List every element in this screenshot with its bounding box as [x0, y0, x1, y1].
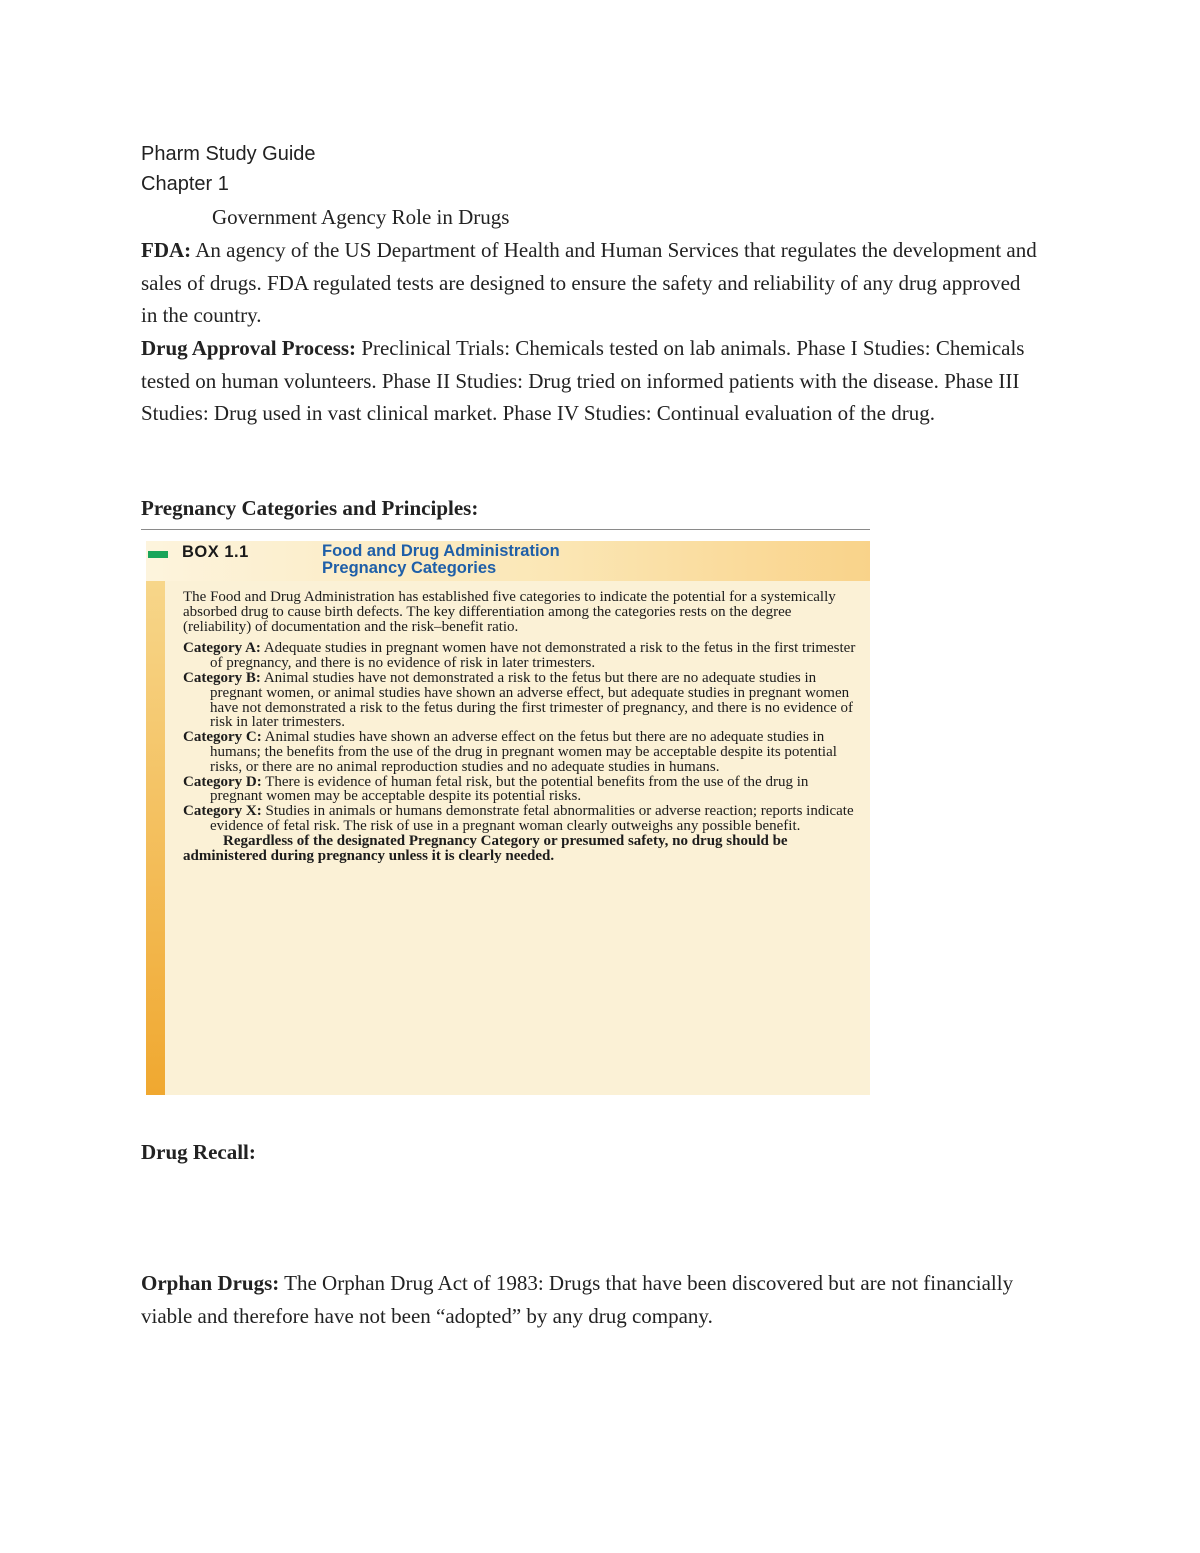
box-title-line1: Food and Drug Administration — [322, 542, 560, 560]
category-b-label: Category B: — [183, 669, 261, 686]
orphan-text: The Orphan Drug Act of 1983: Drugs that have been discovered but are not financially viable and therefore have not been “adopted” by any drug company. — [141, 1271, 1014, 1328]
box-body — [183, 590, 859, 863]
box-side-bar — [146, 581, 165, 1095]
horizontal-rule — [141, 529, 870, 530]
category-d — [183, 775, 859, 805]
approval-paragraph — [141, 332, 1041, 430]
box-title-line2: Pregnancy Categories — [322, 559, 497, 577]
box-title — [322, 543, 560, 577]
category-x-text: Studies in animals or humans demonstrate fetal abnormalities or adverse reaction; reports indicate evidence of fetal risk. The risk of use in a pregnant woman clearly outweighs any possible benefit. — [210, 803, 854, 834]
document-title: Pharm Study Guide — [141, 143, 316, 165]
chapter-label: Chapter 1 — [141, 173, 229, 195]
drug-recall-heading: Drug Recall: — [141, 1140, 256, 1164]
approval-text: Preclinical Trials: Chemicals tested on lab animals. Phase I Studies: Chemicals tested on human volunteers. Phase II Studies: Drug tried on informed patients with the disease. Phase III Studies: Drug used in vast clinical market. Phase IV Studies: Continual evaluation of the drug. — [141, 336, 1025, 425]
box-intro: The Food and Drug Administration has established five categories to indicate the potential for a systemically absorbed drug to cause birth defects. The key differentiation among the categories rests on the degree (reliability) of documentation and the risk–benefit ratio. — [183, 589, 836, 635]
fda-text: An agency of the US Department of Health and Human Services that regulates the development and sales of drugs. FDA regulated tests are designed to ensure the safety and reliability of any drug approved in the country. — [141, 238, 1037, 327]
category-a-text: Adequate studies in pregnant women have not demonstrated a risk to the fetus in the first trimester of pregnancy, and there is no evidence of risk in later trimesters. — [210, 640, 856, 672]
category-c-text: Animal studies have shown an adverse effect on the fetus but there are no adequate studies in humans; the benefits from the use of the drug in pregnant women may be acceptable despite its potential risks, or there are no animal reproduction studies and no adequate studies in humans. — [210, 729, 837, 775]
category-x-label: Category X: — [183, 803, 262, 820]
category-d-text: There is evidence of human fetal risk, but the potential benefits from the use of the drug in pregnant women may be acceptable despite its potential risks. — [210, 773, 809, 805]
category-x — [183, 804, 859, 834]
orphan-label: Orphan Drugs: — [141, 1271, 280, 1295]
pregnancy-categories-box — [146, 541, 870, 1095]
approval-label: Drug Approval Process: — [141, 336, 357, 360]
category-d-label: Category D: — [183, 773, 262, 790]
box-closing: Regardless of the designated Pregnancy Category or presumed safety, no drug should be administered during pregnancy unless it is clearly needed. — [183, 832, 788, 864]
category-b-text: Animal studies have not demonstrated a risk to the fetus but there are no adequate studies in pregnant women, or animal studies have shown an adverse effect, but adequate studies in pregnant women have not demonstrated a risk to the fetus during the first trimester of pregnancy, and there is no evidence of risk in later trimesters. — [210, 669, 853, 731]
orphan-paragraph — [141, 1267, 1041, 1332]
category-c-label: Category C: — [183, 729, 262, 746]
category-c — [183, 730, 859, 774]
box-header — [146, 541, 870, 581]
fda-label: FDA: — [141, 238, 192, 262]
category-a-label: Category A: — [183, 640, 261, 657]
box-label: BOX 1.1 — [182, 543, 249, 561]
category-a — [183, 641, 859, 671]
box-marker-icon — [148, 551, 168, 558]
category-b — [183, 671, 859, 730]
pregnancy-heading: Pregnancy Categories and Principles: — [141, 496, 479, 520]
fda-paragraph — [141, 234, 1041, 332]
section-heading: Government Agency Role in Drugs — [212, 205, 510, 229]
